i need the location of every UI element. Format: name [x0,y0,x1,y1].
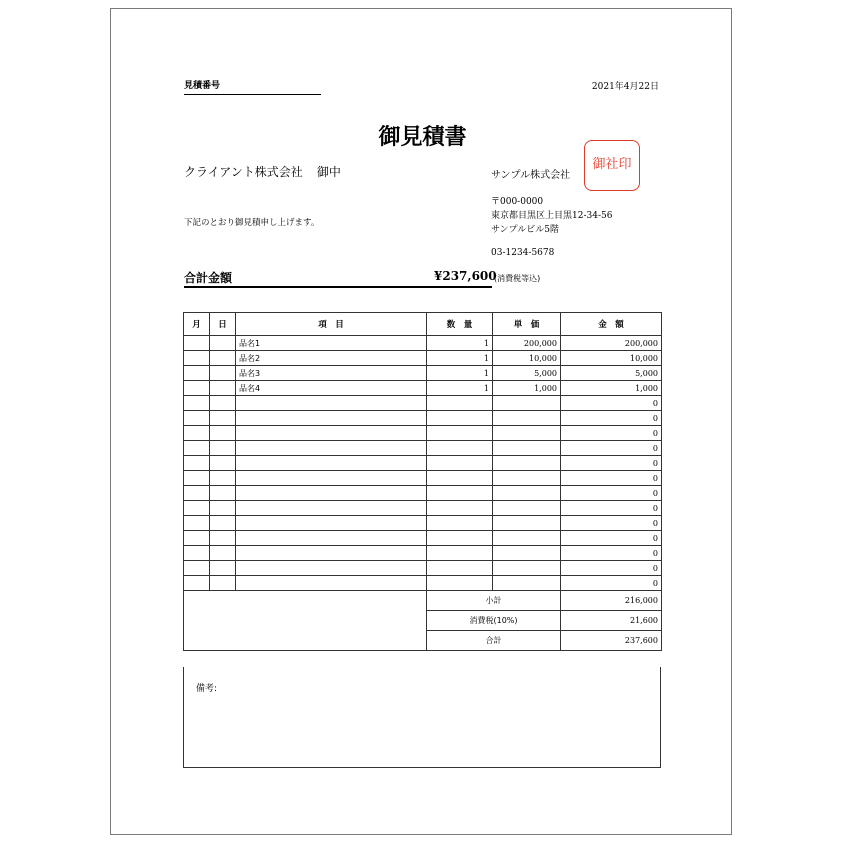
company-stamp: 御社印 [584,140,640,191]
document-title: 御見積書 [378,125,467,150]
table-row [184,456,662,471]
cell-day [210,471,236,486]
cell-unit-price [493,486,561,501]
cell-item [236,576,427,591]
table-row [184,366,662,381]
cell-item [236,411,427,426]
cell-quantity: 1 [427,336,493,351]
table-row [184,441,662,456]
cell-amount: 200,000 [561,336,662,351]
header-unit-price: 単 価 [493,313,561,336]
cell-item [236,486,427,501]
cell-month [184,411,210,426]
cell-unit-price [493,456,561,471]
cell-unit-price [493,411,561,426]
cell-amount: 10,000 [561,351,662,366]
table-row [184,351,662,366]
cell-unit-price [493,501,561,516]
tax-label: 消費税(10%) [427,611,561,631]
cell-amount: 0 [561,516,662,531]
total-tax-note: (消費税等込) [494,274,541,283]
table-row [184,516,662,531]
cell-item [236,396,427,411]
grand-total-label: 合計 [427,631,561,651]
cell-month [184,516,210,531]
cell-amount: 0 [561,456,662,471]
cell-item: 品名1 [236,336,427,351]
cell-item: 品名2 [236,351,427,366]
quote-number-label: 見積番号 [184,78,321,95]
cell-unit-price [493,471,561,486]
table-row [184,396,662,411]
cell-month [184,351,210,366]
cell-day [210,396,236,411]
cell-unit-price [493,561,561,576]
header-month: 月 [184,313,210,336]
table-row [184,411,662,426]
cell-item [236,456,427,471]
line-items-table [183,312,662,651]
table-row [184,336,662,351]
cell-day [210,456,236,471]
cell-item [236,561,427,576]
cell-month [184,336,210,351]
remarks-box [183,667,661,768]
client-name-line [184,163,341,180]
cell-unit-price [493,546,561,561]
cell-quantity [427,576,493,591]
cell-unit-price [493,441,561,456]
cell-amount: 5,000 [561,366,662,381]
header-amount: 金 額 [561,313,662,336]
cell-day [210,486,236,501]
subtotal-value: 216,000 [561,591,662,611]
cell-quantity [427,516,493,531]
cell-day [210,411,236,426]
cell-unit-price [493,531,561,546]
summary-blank [184,591,427,651]
table-header-row [184,313,662,336]
cell-quantity [427,471,493,486]
cell-amount: 0 [561,546,662,561]
cell-amount: 0 [561,576,662,591]
cell-amount: 0 [561,471,662,486]
cell-month [184,456,210,471]
cell-day [210,441,236,456]
cell-month [184,396,210,411]
cell-month [184,441,210,456]
cell-amount: 0 [561,411,662,426]
header-item: 項 目 [236,313,427,336]
table-row [184,501,662,516]
table-row [184,561,662,576]
cell-day [210,381,236,396]
cell-month [184,426,210,441]
cell-unit-price [493,426,561,441]
cell-month [184,546,210,561]
client-name: クライアント株式会社 [184,165,303,179]
cell-unit-price [493,576,561,591]
cell-unit-price: 1,000 [493,381,561,396]
cell-item [236,426,427,441]
table-row [184,381,662,396]
cell-quantity [427,456,493,471]
cell-day [210,501,236,516]
issuer-address-2: サンプルビル5階 [491,225,559,235]
issuer-phone: 03-1234-5678 [491,248,555,258]
cell-month [184,501,210,516]
cell-item [236,531,427,546]
cell-quantity [427,561,493,576]
cell-item: 品名3 [236,366,427,381]
cell-month [184,576,210,591]
table-row [184,486,662,501]
cell-amount: 0 [561,561,662,576]
cell-quantity: 1 [427,366,493,381]
cell-amount: 0 [561,396,662,411]
grand-total-value: 237,600 [561,631,662,651]
issue-date: 2021年4月22日 [591,82,659,92]
cell-day [210,366,236,381]
issuer-company: サンプル株式会社 [491,170,571,181]
cell-month [184,381,210,396]
cell-amount: 0 [561,501,662,516]
cell-item [236,546,427,561]
cell-unit-price: 200,000 [493,336,561,351]
cell-day [210,546,236,561]
cell-day [210,561,236,576]
cell-amount: 0 [561,426,662,441]
cell-quantity [427,486,493,501]
client-honorific: 御中 [316,165,341,179]
cell-amount: 0 [561,486,662,501]
cell-item [236,471,427,486]
table-row [184,546,662,561]
cell-unit-price: 5,000 [493,366,561,381]
cell-quantity [427,426,493,441]
total-amount: ¥237,600 [434,269,497,283]
table-row [184,471,662,486]
cell-unit-price [493,516,561,531]
table-row [184,426,662,441]
issuer-address-1: 東京都目黒区上目黒12-34-56 [491,211,613,221]
cell-month [184,471,210,486]
tax-value: 21,600 [561,611,662,631]
cell-day [210,336,236,351]
cell-quantity: 1 [427,381,493,396]
cell-amount: 1,000 [561,381,662,396]
cell-month [184,561,210,576]
table-row [184,576,662,591]
cell-quantity [427,546,493,561]
subtotal-row [184,591,662,611]
cell-month [184,486,210,501]
header-quantity: 数 量 [427,313,493,336]
header-day: 日 [210,313,236,336]
total-label: 合計金額 [184,271,233,285]
cell-month [184,531,210,546]
cell-day [210,426,236,441]
cell-day [210,516,236,531]
cell-quantity [427,411,493,426]
subtotal-label: 小計 [427,591,561,611]
cell-quantity [427,441,493,456]
cell-quantity [427,531,493,546]
cell-quantity [427,396,493,411]
cell-quantity: 1 [427,351,493,366]
cell-item [236,516,427,531]
cell-quantity [427,501,493,516]
cell-item [236,501,427,516]
cell-item [236,441,427,456]
cell-month [184,366,210,381]
cell-item: 品名4 [236,381,427,396]
table-row [184,531,662,546]
issuer-postal: 〒000-0000 [491,197,544,207]
cell-day [210,351,236,366]
cell-unit-price [493,396,561,411]
cell-amount: 0 [561,531,662,546]
cell-amount: 0 [561,441,662,456]
cell-day [210,576,236,591]
cell-day [210,531,236,546]
cell-unit-price: 10,000 [493,351,561,366]
intro-text: 下記のとおり御見積申し上げます。 [184,218,320,228]
remarks-label: 備考: [196,684,218,694]
